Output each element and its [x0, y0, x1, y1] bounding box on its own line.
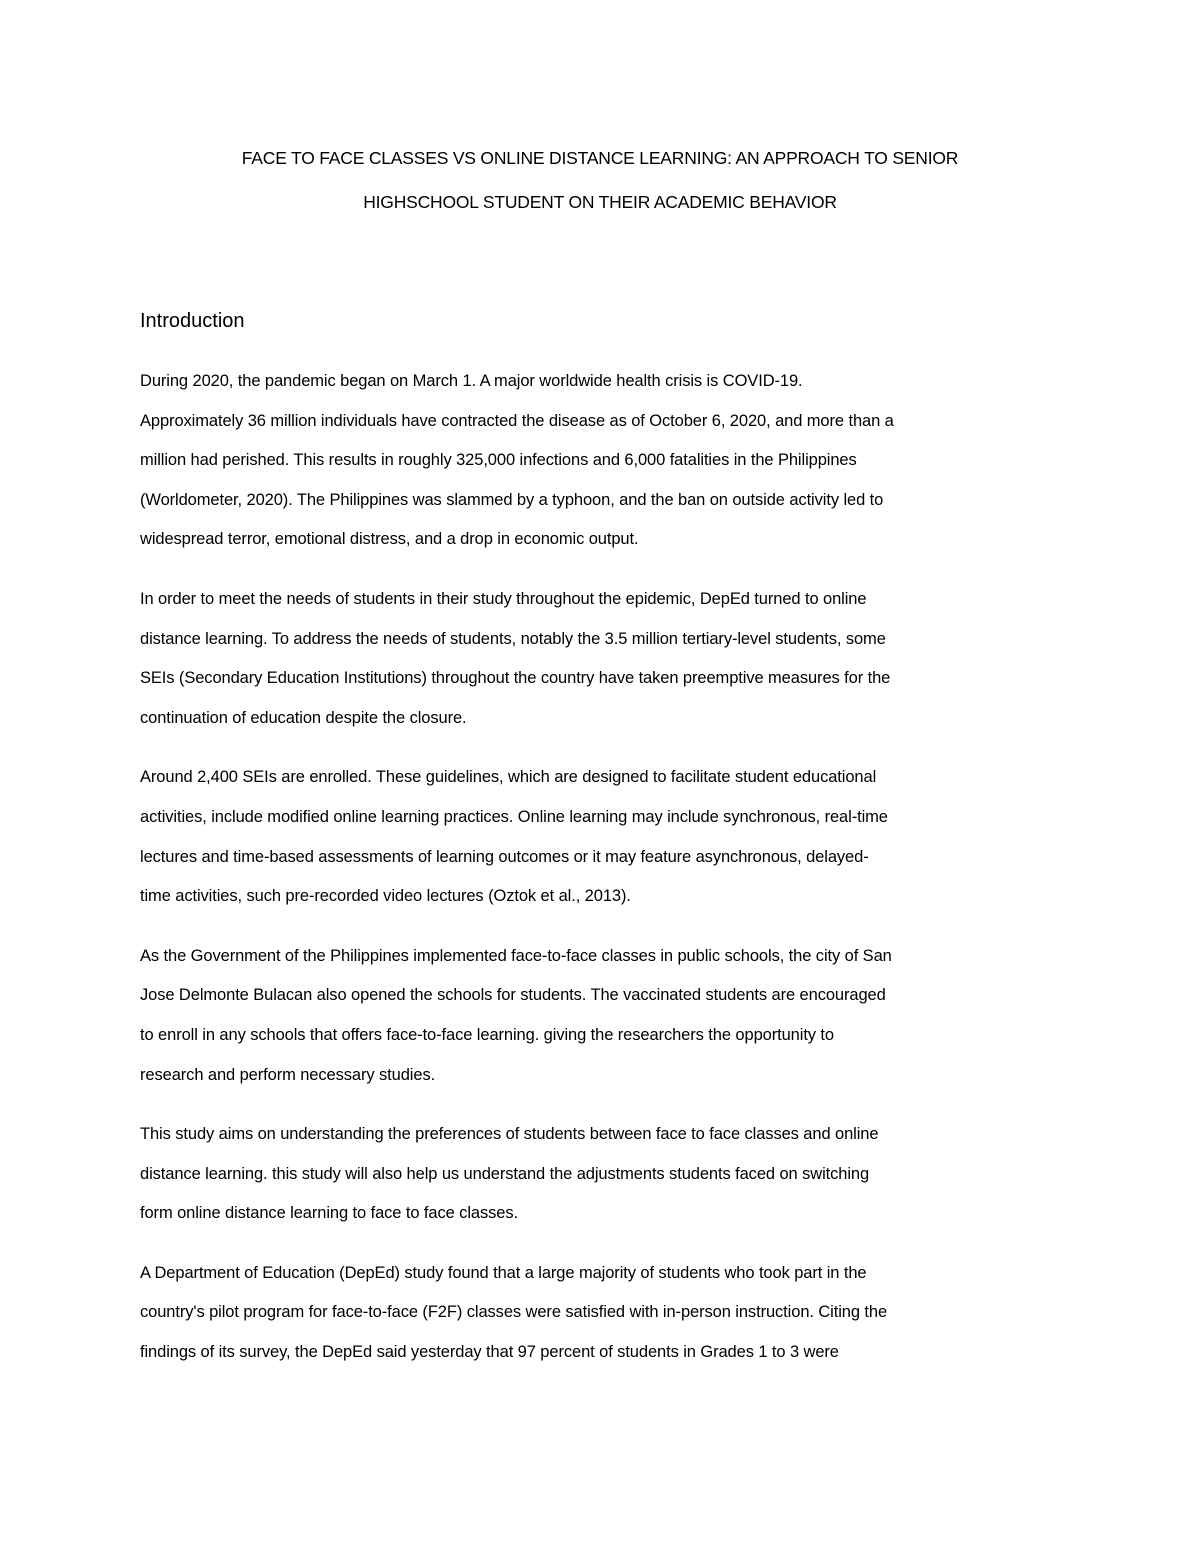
text-line: As the Government of the Philippines implemented face-to-face classes in public schools, the city of San	[140, 946, 892, 965]
paragraph	[140, 937, 1060, 1095]
text-line: Jose Delmonte Bulacan also opened the schools for students. The vaccinated students are encouraged	[140, 986, 886, 1005]
text-line: A Department of Education (DepEd) study found that a large majority of students who took part in the	[140, 1263, 867, 1282]
text-line: During 2020, the pandemic began on March 1. A major worldwide health crisis is COVID-19.	[140, 372, 803, 390]
text-line: form online distance learning to face to face classes.	[140, 1204, 518, 1223]
document-title	[140, 136, 1060, 224]
paragraph	[140, 1115, 1060, 1234]
body-text	[140, 362, 1060, 1393]
text-line: continuation of education despite the closure.	[140, 708, 467, 727]
text-line: In order to meet the needs of students in their study throughout the epidemic, DepEd turned to online	[140, 589, 867, 608]
paragraph	[140, 362, 1060, 560]
text-line: time activities, such pre-recorded video lectures (Oztok et al., 2013).	[140, 887, 631, 906]
text-line: distance learning. To address the needs of students, notably the 3.5 million tertiary-level students, some	[140, 629, 886, 648]
text-line: research and perform necessary studies.	[140, 1065, 436, 1084]
text-line: Approximately 36 million individuals have contracted the disease as of October 6, 2020, and more than a	[140, 411, 894, 430]
paragraph	[140, 1254, 1060, 1373]
text-line: distance learning. this study will also help us understand the adjustments students faced on switching	[140, 1164, 870, 1183]
title-line: FACE TO FACE CLASSES VS ONLINE DISTANCE LEARNING: AN APPROACH TO SENIOR	[241, 148, 959, 168]
text-line: widespread terror, emotional distress, and a drop in economic output.	[140, 530, 639, 549]
paragraph	[140, 758, 1060, 916]
text-line: Around 2,400 SEIs are enrolled. These guidelines, which are designed to facilitate student educational	[140, 768, 877, 787]
paragraph	[140, 580, 1060, 738]
text-line: million had perished. This results in roughly 325,000 infections and 6,000 fatalities in the Philippines	[140, 451, 857, 470]
text-line: (Worldometer, 2020). The Philippines was slammed by a typhoon, and the ban on outside activity led to	[140, 490, 884, 509]
title-line: HIGHSCHOOL STUDENT ON THEIR ACADEMIC BEHAVIOR	[363, 192, 837, 212]
text-line: lectures and time-based assessments of learning outcomes or it may feature asynchronous, delayed-	[140, 847, 869, 866]
text-line: to enroll in any schools that offers face-to-face learning. giving the researchers the opportunity to	[140, 1025, 834, 1044]
text-line: SEIs (Secondary Education Institutions) throughout the country have taken preemptive measures for the	[140, 669, 891, 688]
section-heading: Introduction	[140, 310, 245, 332]
text-line: findings of its survey, the DepEd said yesterday that 97 percent of students in Grades 1 to 3 were	[140, 1343, 839, 1362]
text-line: activities, include modified online learning practices. Online learning may include synchronous, real-time	[140, 807, 888, 826]
text-line: country's pilot program for face-to-face (F2F) classes were satisfied with in-person instruction. Citing the	[140, 1303, 888, 1322]
text-line: This study aims on understanding the preferences of students between face to face classes and online	[140, 1125, 879, 1144]
